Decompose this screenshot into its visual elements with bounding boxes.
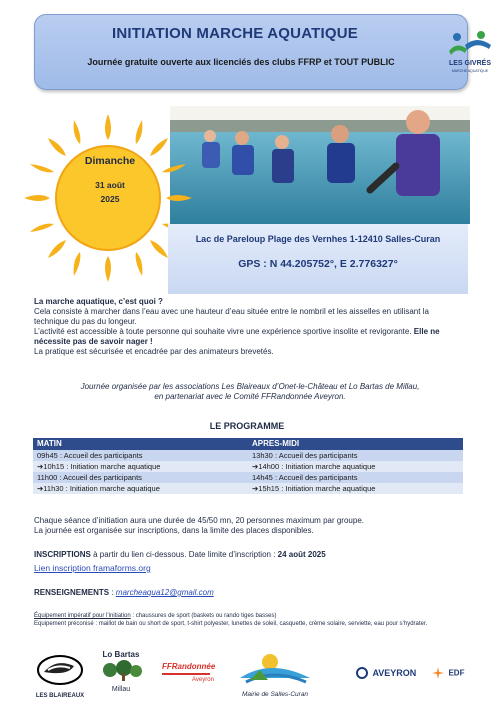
renseignements-sep: : [109, 588, 116, 597]
header-banner [34, 14, 492, 90]
bartas-label-2: Millau [111, 686, 131, 693]
contact-email-link[interactable]: marcheaqua12@gmail.com [115, 588, 214, 597]
location-box [168, 224, 468, 294]
equipment-line-2: Equipement préconisé : maillot de bain ou short de sport, t-shirt polyester, lunettes de soleil, casquette, crème solaire, serviette, eau pour s’hydrater. [34, 621, 428, 627]
morning-cell: 11h00 : Accueil des participants [33, 472, 248, 483]
session-info-line-2: La journée est organisée sur inscriptions, dans la limite des places disponibles. [34, 526, 314, 535]
programme-table [33, 438, 463, 494]
organisation-line-2: en partenariat avec le Comité FFRandonnée Aveyron. [154, 392, 346, 401]
description-p2-text: L’activité est accessible à toute personne qui souhaite vivre une expérience sportive insolite et revigorante. [34, 327, 414, 336]
equipment-line-1 [34, 612, 464, 620]
page-subtitle: Journée gratuite ouverte aux licenciés des clubs FFRP et TOUT PUBLIC [87, 57, 395, 67]
table-row [33, 450, 463, 461]
event-year: 2025 [100, 194, 120, 204]
table-row [33, 472, 463, 483]
mairie-salles-curan-logo [230, 652, 320, 698]
event-date-text: 31 août [95, 180, 125, 190]
equipment-info [34, 612, 464, 628]
page-title: INITIATION MARCHE AQUATIQUE [112, 25, 358, 42]
event-date [66, 155, 154, 204]
ffrando-sublabel: Aveyron [192, 677, 214, 683]
session-info [34, 516, 464, 536]
session-info-line-1: Chaque séance d’initiation aura une durée de 45/50 mn, 20 personnes maximum par groupe. [34, 516, 364, 525]
table-row [33, 483, 463, 494]
table-header-row [33, 438, 463, 450]
ffrando-underline [162, 673, 210, 675]
les-blaireaux-logo [30, 650, 90, 699]
description-question: La marche aquatique, c’est quoi ? [34, 297, 163, 306]
table-row [33, 461, 463, 472]
les-givres-logo [443, 25, 494, 79]
morning-cell: 09h45 : Accueil des participants [33, 450, 248, 461]
inscription-deadline: 24 août 2025 [277, 550, 326, 559]
description-text [34, 307, 464, 357]
morning-header: MATIN [33, 438, 248, 450]
location-address: Lac de Pareloup Plage des Vernhes 1-12410 Salles-Curan [195, 234, 441, 244]
morning-cell: ➔10h15 : Initiation marche aquatique [33, 461, 248, 472]
programme-title: LE PROGRAMME [209, 421, 285, 431]
no-swim-note: Elle ne nécessite pas de savoir nager ! [34, 327, 440, 346]
mairie-label: Mairie de Salles-Curan [241, 691, 309, 698]
renseignements [34, 588, 214, 597]
aveyron-label: AVEYRON [372, 667, 417, 678]
afternoon-cell: 13h30 : Accueil des participants [248, 450, 463, 461]
description-paragraph-2 [34, 327, 464, 347]
lo-bartas-logo [94, 650, 148, 696]
ffrandonnee-logo [162, 662, 222, 708]
afternoon-cell: ➔14h00 : Initiation marche aquatique [248, 461, 463, 472]
blaireaux-label: LES BLAIREAUX [35, 693, 85, 699]
bartas-label-1: Lo Bartas [102, 650, 140, 659]
ffrando-label: FFRandonnée [162, 662, 216, 671]
inscriptions-label: INSCRIPTIONS [34, 550, 91, 559]
afternoon-cell: 14h45 : Accueil des participants [248, 472, 463, 483]
inscriptions-text: à partir du lien ci-dessous. Date limite d’inscription : [90, 550, 278, 559]
event-day: Dimanche [84, 155, 136, 167]
description-paragraph-1: Cela consiste à marcher dans l’eau avec une hauteur d’eau située entre le nombril et les aisselles en utilisant la technique du pas du longeur. [34, 307, 429, 326]
logo-text: LES GIVRÉS [448, 60, 492, 67]
renseignements-label: RENSEIGNEMENTS [34, 588, 110, 597]
organisation-note [40, 382, 460, 402]
inscriptions [34, 550, 326, 559]
organisation-line-1: Journée organisée par les associations Les Blaireaux d’Onet-le-Château et Lo Bartas de Millau, [80, 382, 420, 391]
afternoon-cell: ➔15h15 : Initiation marche aquatique [248, 483, 463, 494]
gps-coordinates: GPS : N 44.205752°, E 2.776327° [238, 258, 398, 270]
participants-photo [170, 106, 470, 224]
morning-cell: ➔11h30 : Initiation marche aquatique [33, 483, 248, 494]
equipment-required-label: Équipement impératif pour l’initiation [34, 613, 131, 619]
inscription-link[interactable]: Lien inscription framaforms.org [34, 563, 151, 573]
equipment-required-text: : chaussures de sport (baskets ou rando tiges basses) [130, 613, 277, 619]
logo-subtext: MARCHE AQUATIQUE [451, 69, 489, 73]
aveyron-logo [356, 664, 426, 710]
afternoon-header: APRES-MIDI [248, 438, 463, 450]
edf-label: EDF [448, 668, 465, 678]
edf-logo [432, 664, 472, 710]
description-paragraph-3: La pratique est sécurisée et encadrée par des animateurs brevetés. [34, 347, 274, 356]
